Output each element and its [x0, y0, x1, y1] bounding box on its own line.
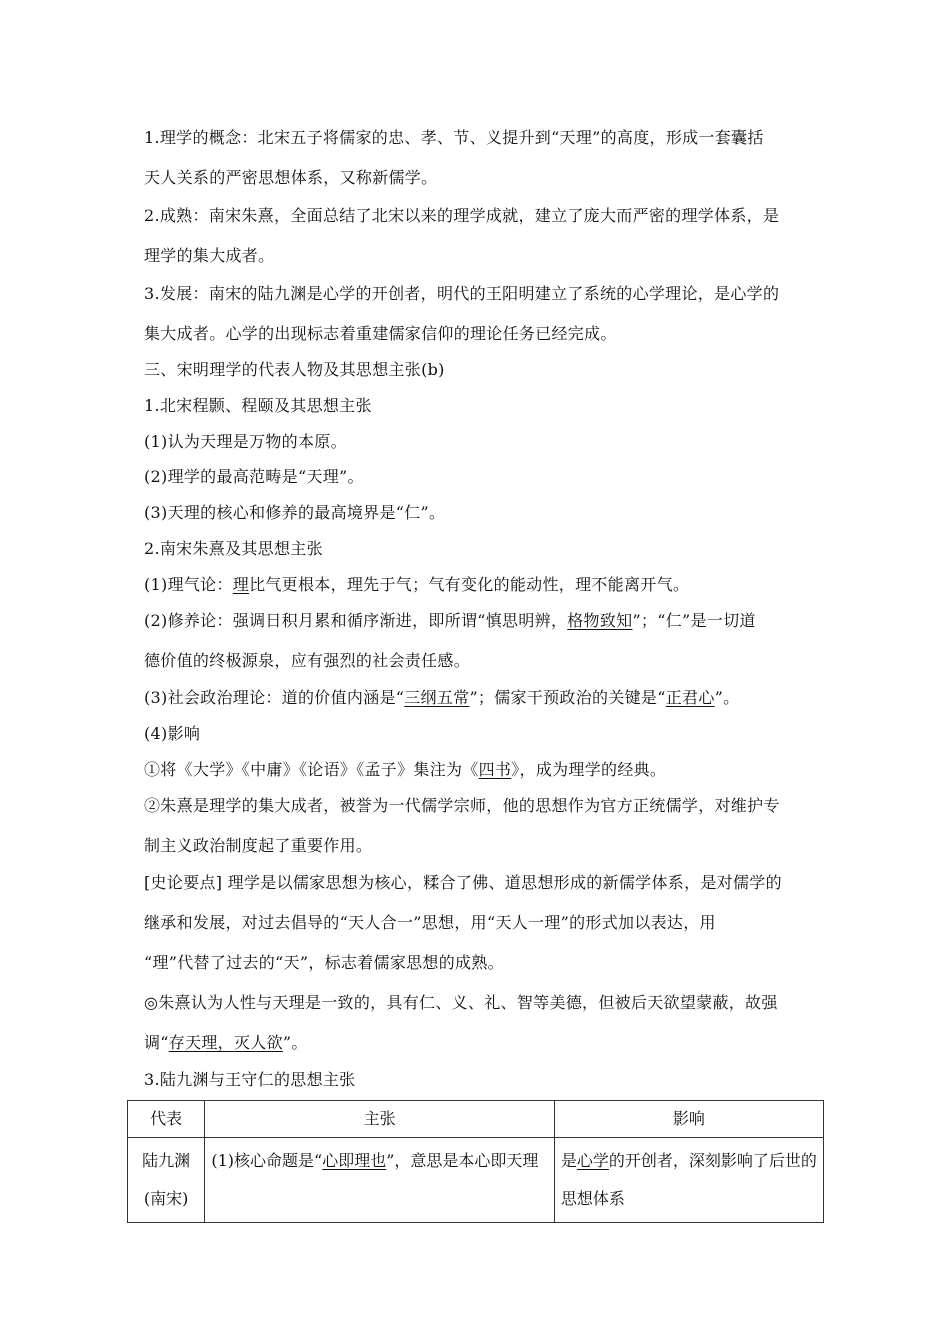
underlined-term: 存天理，灭人欲 — [168, 1033, 283, 1052]
paragraph-mature-line2: 理学的集大成者。 — [144, 246, 275, 265]
underlined-term: 心学 — [576, 1151, 609, 1170]
text: ①将《大学》《中庸》《论语》《孟子》集注为《 — [144, 760, 479, 779]
note-line2: 继承和发展，对过去倡导的“天人合一”思想，用“天人一理”的形式加以表达，用 — [144, 913, 716, 932]
list-item-xiuyang-cont: 德价值的终极源泉，应有强烈的社会责任感。 — [144, 651, 471, 670]
text: ”；“仁”是一切道 — [632, 611, 756, 630]
text: ”。 — [282, 1033, 308, 1052]
underlined-term: 四书 — [478, 760, 512, 779]
table-header-row — [128, 1101, 824, 1138]
paragraph-develop-line2: 集大成者。心学的出现标志着重建儒家信仰的理论任务已经完成。 — [144, 324, 617, 343]
list-item-zongshi-line2: 制主义政治制度起了重要作用。 — [144, 836, 373, 855]
table-cell-effect — [554, 1138, 823, 1223]
list-item-politics — [144, 688, 739, 708]
note2-line2 — [144, 1033, 308, 1053]
text: (1)核心命题是“ — [211, 1151, 323, 1170]
note-line1: [史论要点] 理学是以儒家思想为核心，糅合了佛、道思想形成的新儒学体系，是对儒学的 — [144, 873, 782, 892]
list-item-zongshi-line1: ②朱熹是理学的集大成者，被誉为一代儒学宗师，他的思想作为官方正统儒学，对维护专 — [144, 796, 780, 815]
paragraph-concept-line1: 1.理学的概念：北宋五子将儒家的忠、孝、节、义提升到“天理”的高度，形成一套囊括 — [144, 128, 764, 147]
text: ”；儒家干预政治的关键是“ — [469, 688, 666, 707]
text: 的开创者，深刻影响了后世的思想体系 — [560, 1151, 817, 1208]
underlined-term: 格物致知 — [567, 611, 633, 630]
subsection-title-lu-wang: 3.陆九渊与王守仁的思想主张 — [144, 1070, 356, 1089]
text: ”。 — [714, 688, 740, 707]
subsection-title-zhuxi: 2.南宋朱熹及其思想主张 — [144, 539, 323, 558]
text: (1)理气论： — [144, 575, 233, 594]
underlined-term: 三纲五常 — [404, 688, 470, 707]
list-item: (1)认为天理是万物的本原。 — [144, 432, 347, 451]
list-item: (3)天理的核心和修养的最高境界是“仁”。 — [144, 503, 446, 522]
note2-line1: ◎朱熹认为人性与天理是一致的，具有仁、义、礼、智等美德，但被后天欲望蒙蔽，故强 — [144, 993, 778, 1012]
text: (2)修养论：强调日积月累和循序渐进，即所谓“慎思明辨， — [144, 611, 568, 630]
text: ”，意思是本心即天理 — [386, 1151, 539, 1170]
section-heading: 三、宋明理学的代表人物及其思想主张(b) — [144, 360, 445, 379]
underlined-term: 正君心 — [665, 688, 715, 707]
list-item: (2)理学的最高范畴是“天理”。 — [144, 467, 364, 486]
paragraph-develop-line1: 3.发展：南宋的陆九渊是心学的开创者，明代的王阳明建立了系统的心学理论，是心学的 — [144, 284, 780, 303]
thinkers-table — [127, 1100, 824, 1223]
subsection-title-cheng: 1.北宋程颢、程颐及其思想主张 — [144, 396, 372, 415]
paragraph-mature-line1: 2.成熟：南宋朱熹，全面总结了北宋以来的理学成就，建立了庞大而严密的理学体系，是 — [144, 206, 780, 225]
list-item-influence: (4)影响 — [144, 724, 201, 743]
note-line3: “理”代替了过去的“天”，标志着儒家思想的成熟。 — [144, 953, 504, 972]
underlined-term: 理 — [232, 575, 250, 594]
list-item-sishu — [144, 760, 666, 780]
underlined-term: 心即理也 — [322, 1151, 387, 1170]
table-cell-claim — [205, 1138, 555, 1223]
list-item-xiuyang — [144, 611, 756, 631]
table-cell-person: 陆九渊(南宋) — [128, 1138, 205, 1223]
text: 调“ — [144, 1033, 169, 1052]
table-row — [128, 1138, 824, 1223]
paragraph-concept-line2: 天人关系的严密思想体系，又称新儒学。 — [144, 168, 438, 187]
table-header-cell: 影响 — [554, 1101, 823, 1138]
table-header-cell: 主张 — [205, 1101, 555, 1138]
text: 比气更根本，理先于气；气有变化的能动性，理不能离开气。 — [249, 575, 690, 594]
text: 是 — [560, 1151, 577, 1170]
text: 》，成为理学的经典。 — [511, 760, 667, 779]
table-header-cell: 代表 — [128, 1101, 205, 1138]
list-item-liqi — [144, 575, 689, 595]
text: (3)社会政治理论：道的价值内涵是“ — [144, 688, 405, 707]
